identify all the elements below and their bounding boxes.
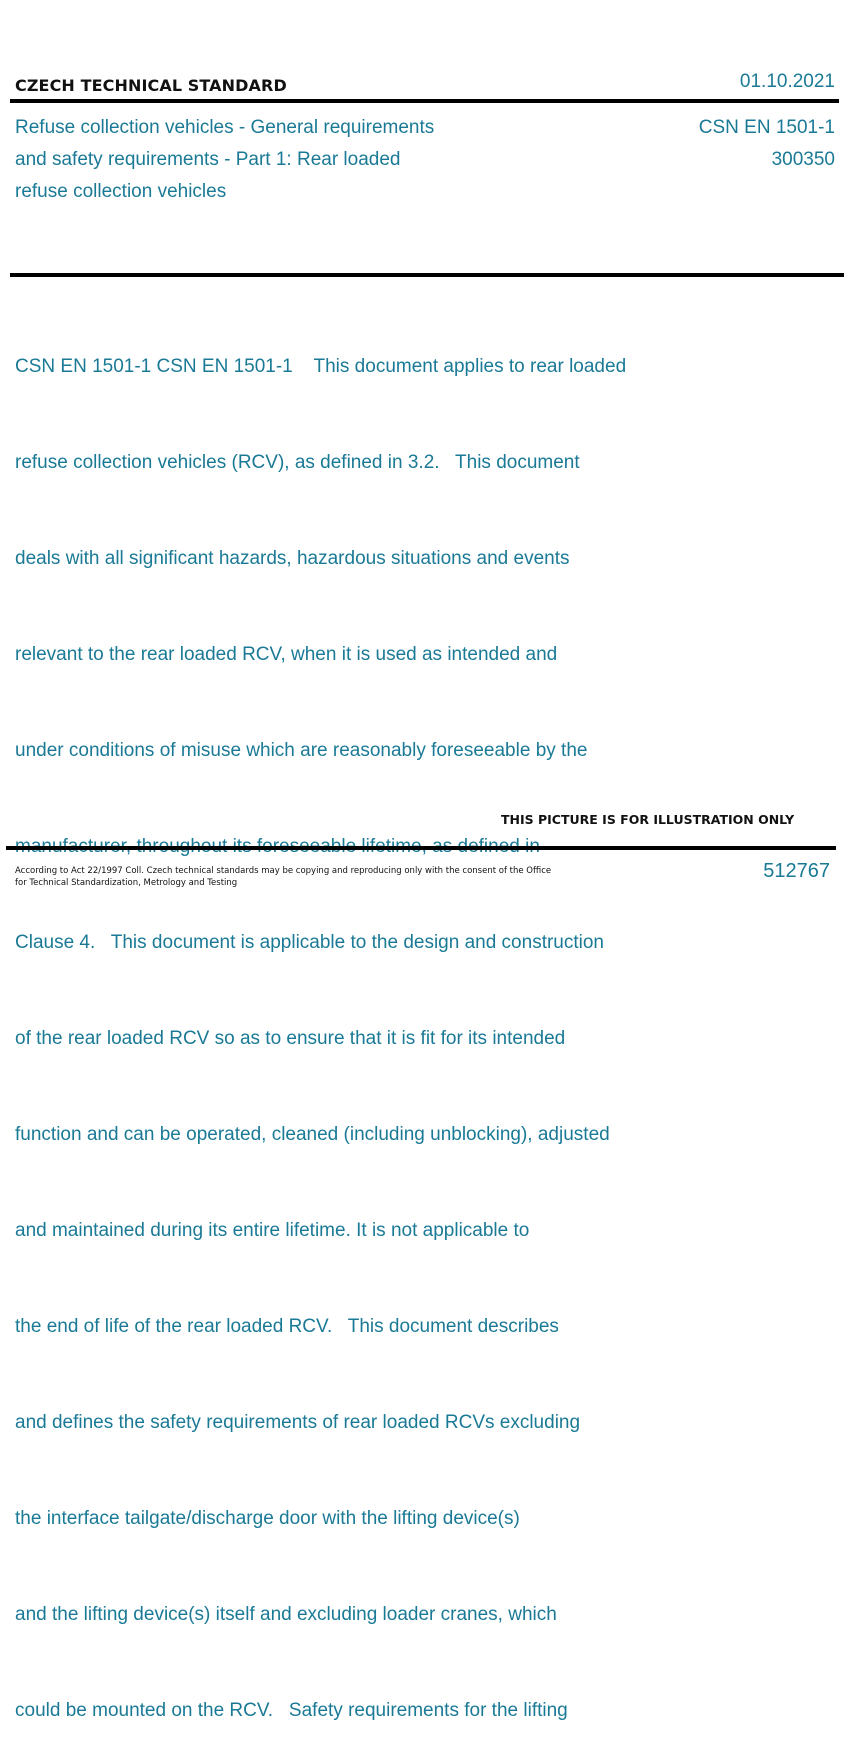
abstract-line: relevant to the rear loaded RCV, when it is used as intended and	[15, 644, 558, 665]
copyright-line: According to Act 22/1997 Coll. Czech technical standards may be copying and reproducing only with the consent of the Office	[15, 866, 552, 876]
title-line-1: Refuse collection vehicles - General requirements	[15, 117, 435, 138]
abstract-line: Clause 4. This document is applicable to the design and construction	[15, 932, 604, 953]
header-divider	[10, 99, 839, 103]
abstract-line: of the rear loaded RCV so as to ensure that it is fit for its intended	[15, 1028, 566, 1049]
abstract-line: and maintained during its entire lifetime. It is not applicable to	[15, 1220, 530, 1241]
abstract-text	[15, 287, 735, 1759]
publication-date: 01.10.2021	[739, 71, 835, 92]
abstract-line: refuse collection vehicles (RCV), as defined in 3.2. This document	[15, 452, 580, 473]
abstract-line: the interface tailgate/discharge door with the lifting device(s)	[15, 1508, 520, 1529]
abstract-line: deals with all significant hazards, hazardous situations and events	[15, 548, 570, 569]
footer-divider	[6, 846, 836, 850]
abstract-line: and the lifting device(s) itself and excluding loader cranes, which	[15, 1604, 557, 1625]
copyright-line: for Technical Standardization, Metrology and Testing	[15, 878, 238, 888]
standard-code: CSN EN 1501-1	[698, 117, 835, 138]
title-line-2: and safety requirements - Part 1: Rear loaded	[15, 149, 401, 170]
abstract-line: the end of life of the rear loaded RCV. This document describes	[15, 1316, 559, 1337]
title-divider	[10, 273, 844, 277]
classification-code: 300350	[771, 149, 835, 170]
document-id: 512767	[763, 860, 830, 882]
abstract-line: function and can be operated, cleaned (including unblocking), adjusted	[15, 1124, 610, 1145]
abstract-line: under conditions of misuse which are reasonably foreseeable by the	[15, 740, 588, 761]
standard-type-label: CZECH TECHNICAL STANDARD	[15, 76, 287, 95]
copyright-notice	[15, 865, 585, 889]
abstract-line: could be mounted on the RCV. Safety requirements for the lifting	[15, 1700, 568, 1721]
title-line-3: refuse collection vehicles	[15, 181, 227, 202]
abstract-line: CSN EN 1501-1 CSN EN 1501-1 This document applies to rear loaded	[15, 356, 627, 377]
illustration-disclaimer: THIS PICTURE IS FOR ILLUSTRATION ONLY	[501, 812, 795, 827]
abstract-line: and defines the safety requirements of rear loaded RCVs excluding	[15, 1412, 581, 1433]
